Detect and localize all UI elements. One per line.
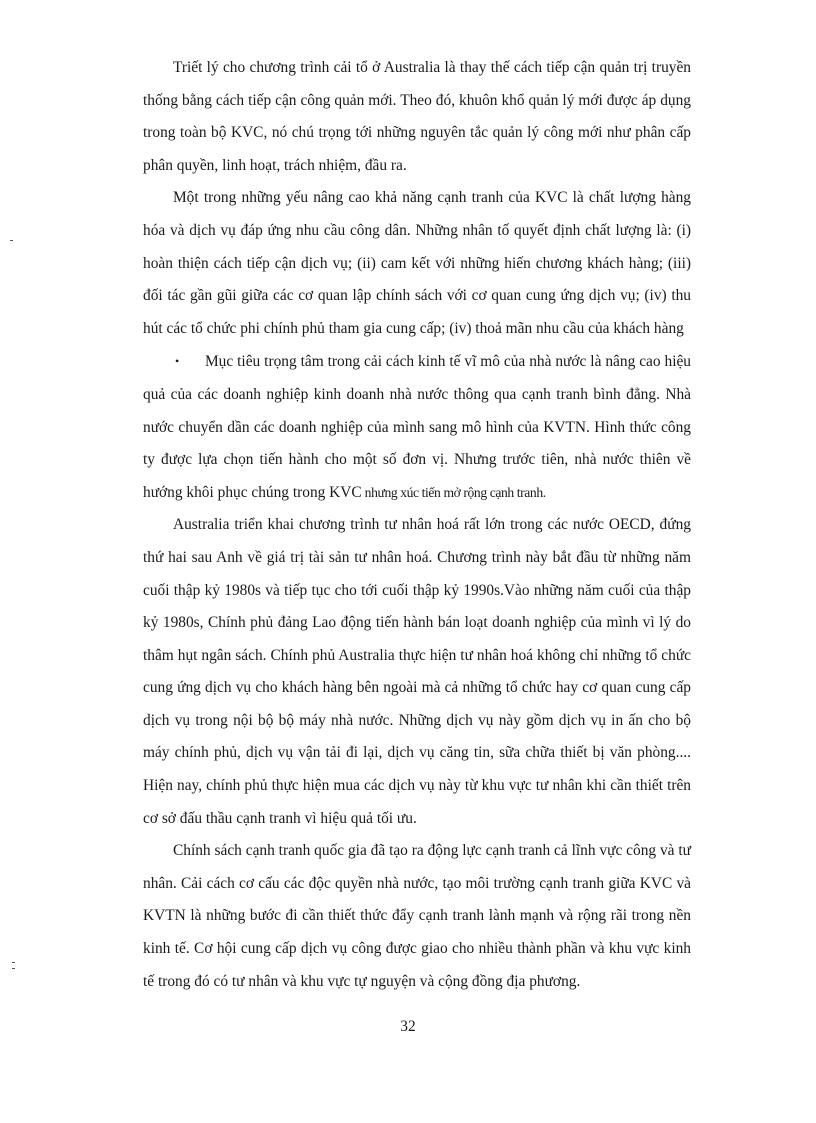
bullet-item [143, 345, 691, 509]
paragraph-competitiveness: Một trong những yếu nâng cao khả năng cạnh tranh của KVC là chất lượng hàng hóa và dịch vụ đáp ứng nhu cầu công dân. Những nhân tố quyết định chất lượng là: (i) hoàn thiện cách tiếp cận dịch vụ; (ii) cam kết với những hiến chương khách hàng; (iii) đối tác gần gũi giữa các cơ quan lập chính sách với cơ quan cung ứng dịch vụ; (iv) thu hút các tổ chức phi chính phủ tham gia cung cấp; (iv) thoả mãn nhu cầu của khách hàng [143, 189, 691, 337]
paragraph-reform-philosophy: Triết lý cho chương trình cải tổ ở Australia là thay thế cách tiếp cận quản trị truyền thống bằng cách tiếp cận công quản mới. Theo đó, khuôn khổ quản lý mới được áp dụng trong toàn bộ KVC, nó chú trọng tới những nguyên tắc quản lý công mới như phân cấp phân quyền, linh hoạt, trách nhiệm, đầu ra. [143, 59, 691, 174]
scan-speck-mark [10, 240, 13, 241]
bullet-text-tail: nhưng xúc tiến mở rộng cạnh tranh. [361, 484, 546, 500]
paragraph-privatization: Australia triển khai chương trình tư nhân hoá rất lớn trong các nước OECD, đứng thứ hai sau Anh về giá trị tài sản tư nhân hoá. Chương trình này bắt đầu từ những năm cuối thập kỷ 1980s và tiếp tục cho tới cuối thập kỷ 1990s.Vào những năm cuối của thập kỷ 1980s, Chính phủ đảng Lao động tiến hành bán loạt doanh nghiệp của mình vì lý do thâm hụt ngân sách. Chính phủ Australia thực hiện tư nhân hoá không chỉ những tổ chức cung ứng dịch vụ cho khách hàng bên ngoài mà cả những tổ chức hay cơ quan cung cấp dịch vụ trong nội bộ bộ máy nhà nước. Những dịch vụ này gồm dịch vụ in ấn cho bộ máy chính phủ, dịch vụ vận tải đi lại, dịch vụ căng tin, sữa chữa thiết bị văn phòng.... Hiện nay, chính phủ thực hiện mua các dịch vụ này từ khu vực tư nhân khi cần thiết trên cơ sở đấu thầu cạnh tranh vì hiệu quả tối ưu. [143, 516, 691, 827]
scan-speck-mark [12, 962, 15, 963]
paragraph-competition-policy: Chính sách cạnh tranh quốc gia đã tạo ra động lực cạnh tranh cả lĩnh vực công và tư nhân. Cải cách cơ cấu các độc quyền nhà nước, tạo môi trường cạnh tranh giữa KVC và KVTN là những bước đi cần thiết thức đẩy cạnh tranh lành mạnh và rộng rãi trong nền kinh tế. Cơ hội cung cấp dịch vụ công được giao cho nhiều thành phần và khu vực kinh tế trong đó có tư nhân và khu vực tự nguyện và cộng đồng địa phương. [143, 842, 691, 990]
scan-speck-mark [12, 968, 15, 969]
bullet-text: Mục tiêu trọng tâm trong cải cách kinh tế vĩ mô của nhà nước là nâng cao hiệu quả của các doanh nghiệp kinh doanh nhà nước thông qua cạnh tranh bình đẳng. Nhà nước chuyển dần các doanh nghiệp của mình sang mô hình của KVTN. Hình thức công ty được lựa chọn tiến hành cho một số đơn vị. Nhưng trước tiên, nhà nước thiên về hướng khôi phục chúng trong KVC [143, 353, 691, 501]
bullet-icon: • [175, 354, 180, 369]
body-text [143, 52, 691, 998]
page-number: 32 [400, 1018, 416, 1035]
